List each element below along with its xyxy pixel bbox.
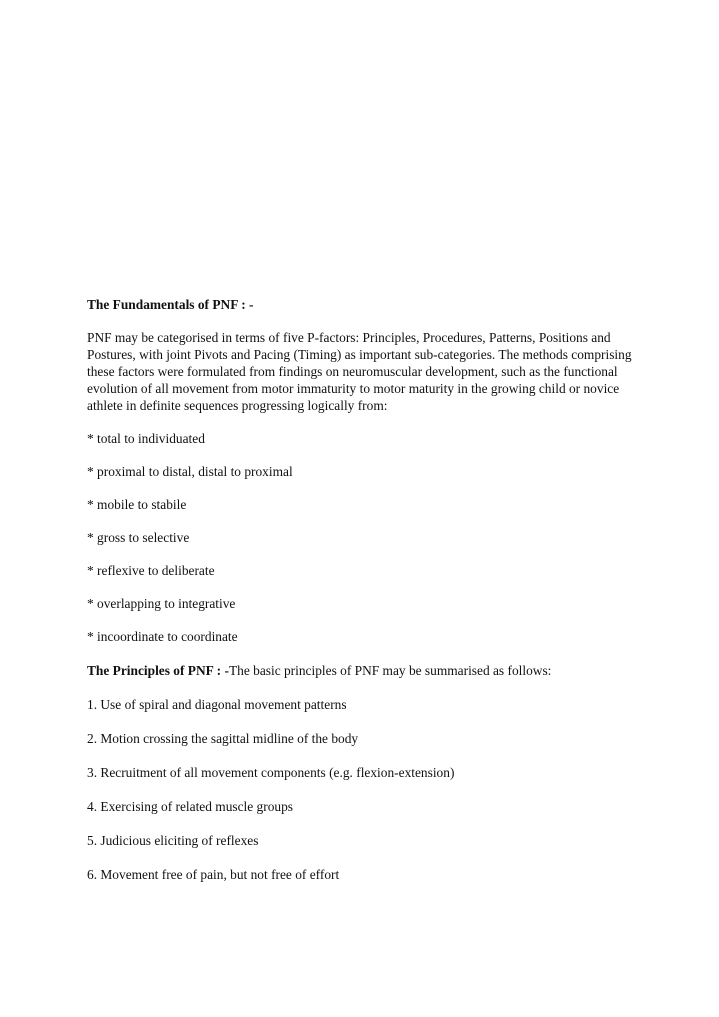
fundamentals-heading: The Fundamentals of PNF : - — [87, 297, 254, 312]
principles-heading: The Principles of PNF : - — [87, 663, 229, 678]
principles-intro: The basic principles of PNF may be summarised as follows: — [228, 663, 552, 678]
principle-item: 3. Recruitment of all movement components (e.g. flexion-extension) — [87, 765, 455, 780]
bullet-item: * mobile to stabile — [87, 497, 187, 512]
principle-item: 1. Use of spiral and diagonal movement patterns — [87, 697, 347, 712]
principle-item: 6. Movement free of pain, but not free of effort — [87, 867, 340, 882]
bullet-item: * reflexive to deliberate — [87, 563, 215, 578]
principle-item: 4. Exercising of related muscle groups — [87, 799, 294, 814]
principles-intro-line — [87, 662, 647, 679]
fundamentals-paragraph: PNF may be categorised in terms of five P-factors: Principles, Procedures, Patterns, Positions and Postures, with joint Pivots and Pacing (Timing) as important sub-categories. The methods comprising these factors were formulated from findings on neuromuscular development, such as the functional evolution of all movement from motor immaturity to motor maturity in the growing child or novice athlete in definite sequences progressing logically from: — [87, 330, 632, 413]
bullet-item: * proximal to distal, distal to proximal — [87, 464, 293, 479]
bullet-item: * total to individuated — [87, 431, 205, 446]
bullet-item: * overlapping to integrative — [87, 596, 236, 611]
principle-item: 5. Judicious eliciting of reflexes — [87, 833, 259, 848]
principle-item: 2. Motion crossing the sagittal midline of the body — [87, 731, 359, 746]
bullet-item: * gross to selective — [87, 530, 190, 545]
bullet-item: * incoordinate to coordinate — [87, 629, 238, 644]
document-body — [87, 296, 647, 883]
